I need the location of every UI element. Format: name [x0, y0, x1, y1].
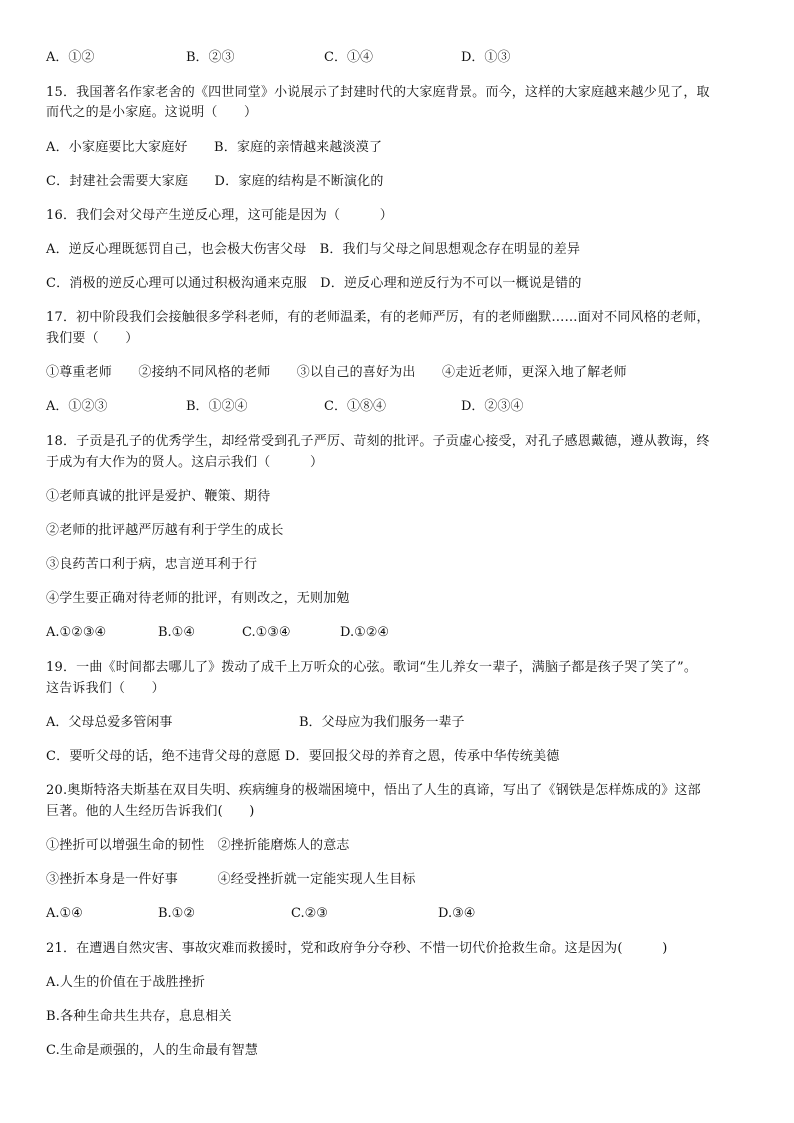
question-19-stem-cont: 这告诉我们（ ）: [46, 681, 165, 696]
question-18-statement-4: ④学生要正确对待老师的批评，有则改之，无则加勉: [46, 591, 350, 606]
option-c: C．①④: [324, 50, 373, 65]
question-18-stem-cont: 于成为有大作为的贤人。这启示我们（ ）: [46, 455, 324, 470]
question-17-stem-cont: 我们要（ ）: [46, 331, 139, 346]
question-18-statement-3: ③良药苦口利于病，忠言逆耳利于行: [46, 557, 258, 572]
question-20-statements-row2: ③挫折本身是一件好事 ④经受挫折就一定能实现人生目标: [46, 872, 416, 887]
question-21-option-b: B.各种生命共生共存，息息相关: [46, 1009, 232, 1024]
question-20-statements-row1: ①挫折可以增强生命的韧性 ②挫折能磨炼人的意志: [46, 838, 350, 853]
question-19-options-cd: C．要听父母的话，绝不违背父母的意愿 D．要回报父母的养育之恩，传承中华传统美德: [46, 749, 560, 764]
option-d: D.③④: [438, 906, 476, 921]
question-18-statement-2: ②老师的批评越严厉越有利于学生的成长: [46, 523, 284, 538]
option-a: A．①②: [46, 50, 95, 65]
question-16-options-ab: A．逆反心理既惩罚自己，也会极大伤害父母 B．我们与父母之间思想观念存在明显的差异: [46, 242, 581, 257]
option-b: B．①②④: [186, 399, 248, 414]
option-a: A．①②③: [46, 399, 108, 414]
option-a: A.①④: [46, 906, 83, 921]
question-19-stem: 19．一曲《时间都去哪儿了》拨动了成千上万听众的心弦。歌词“生儿养女一辈子，满脑子都是孩子哭了笑了”。: [46, 660, 698, 675]
question-20-stem: 20.奥斯特洛夫斯基在双目失明、疾病缠身的极端困境中，悟出了人生的真谛，写出了《钢铁是怎样炼成的》这部: [46, 783, 701, 798]
question-21-option-a: A.人生的价值在于战胜挫折: [46, 975, 206, 990]
question-18-stem: 18．子贡是孔子的优秀学生，却经常受到孔子严厉、苛刻的批评。子贡虚心接受，对孔子感恩戴德，遵从教诲，终: [46, 434, 710, 449]
option-c: C.②③: [291, 906, 328, 921]
option-a: A.①②③④: [46, 625, 107, 640]
question-18-statement-1: ①老师真诚的批评是爱护、鞭策、期待: [46, 489, 271, 504]
question-15-options-ab: A．小家庭要比大家庭好 B．家庭的亲情越来越淡漠了: [46, 140, 383, 155]
question-16-options-cd: C．消极的逆反心理可以通过积极沟通来克服 D．逆反心理和逆反行为不可以一概说是错的: [46, 276, 582, 291]
question-15-stem-cont: 而代之的是小家庭。这说明（ ）: [46, 105, 258, 120]
option-a: A．父母总爱多管闲事: [46, 715, 173, 730]
option-b: B．②③: [186, 50, 235, 65]
option-d: D.①②④: [340, 625, 390, 640]
option-b: B．父母应为我们服务一辈子: [299, 715, 465, 730]
question-21-option-c: C.生命是顽强的，人的生命最有智慧: [46, 1043, 259, 1058]
question-17-stem: 17．初中阶段我们会接触很多学科老师，有的老师温柔，有的老师严厉，有的老师幽默……面对不同风格的老师，: [46, 310, 710, 325]
question-21-stem: 21．在遭遇自然灾害、事故灾难而救援时，党和政府争分夺秒、不惜一切代价抢救生命。这是因为( ): [46, 941, 668, 956]
question-16-stem: 16．我们会对父母产生逆反心理，这可能是因为（ ）: [46, 208, 393, 223]
option-d: D．①③: [461, 50, 511, 65]
question-15-options-cd: C．封建社会需要大家庭 D．家庭的结构是不断演化的: [46, 174, 384, 189]
option-d: D．②③④: [461, 399, 524, 414]
option-b: B.①②: [158, 906, 195, 921]
option-c: C．①⑧④: [324, 399, 386, 414]
question-20-stem-cont: 巨著。他的人生经历告诉我们( ): [46, 804, 255, 819]
option-c: C.①③④: [242, 625, 291, 640]
option-b: B.①④: [158, 625, 195, 640]
question-17-statements: ①尊重老师 ②接纳不同风格的老师 ③以自己的喜好为出 ④走近老师，更深入地了解老师: [46, 365, 627, 380]
question-15-stem: 15．我国著名作家老舍的《四世同堂》小说展示了封建时代的大家庭背景。而今，这样的大家庭越来越少见了，取: [46, 85, 710, 100]
